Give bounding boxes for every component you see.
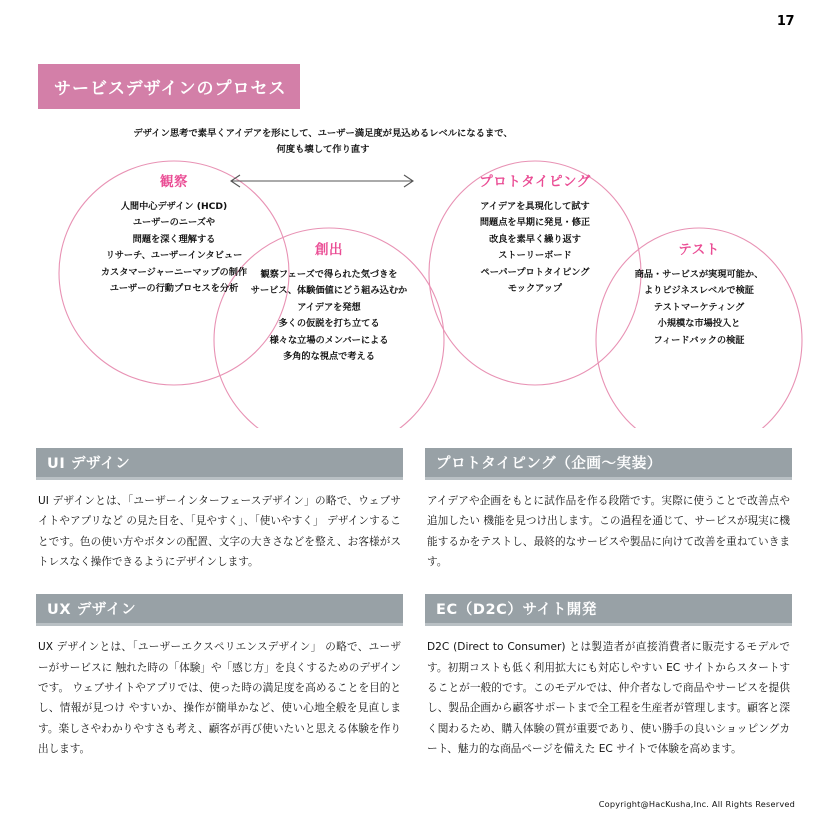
circle-line: 小規模な市場投入と [657,318,741,330]
panel-title-ux-design: UX デザイン [47,602,137,619]
panel-body-ui-design: UI デザインとは、「ユーザーインターフェースデザイン」の略で、ウェブサイトやアプリなど の見た目を、「見やすく」、「使いやすく」 デザインすることです。色の使い方やボタンの配置、文字の大きさなどを整え、お客様がストレスなく操作できるようにデザインします。 [38,495,401,568]
circle-line: サービス、体験価値にどう組み込むか [250,285,408,297]
diagram-caption-line-2: 何度も壊して作り直す [276,144,370,156]
circle-line: カスタマージャーニーマップの制作 [100,266,248,278]
panel-body-ux-design: UX デザインとは、「ユーザーエクスペリエンスデザイン」 の略で、ユーザーがサービスに 触れた時の「体験」や「感じ方」を良くするためのデザインです。 ウェブサイトやアプリでは、使った時の満足度を高めることを目的とし、情報が見つけ やすいか、操作が簡単かなど、使い心地全般を見直します。楽しさやわかりやすさも考え、顧客が再び使いたいと思える体験を作り出します。 [38,641,401,755]
panel-title-ui-design: UI デザイン [47,456,131,472]
panel-header-ux-design [36,594,403,626]
section-banner-label: サービスデザインのプロセス [54,79,287,99]
circle-line: テストマーケティング [653,301,745,313]
circle-title-create: 創出 [315,242,343,258]
copyright-footer: Copyright@HacKusha,Inc. All Rights Reserved [598,799,795,809]
section-banner [38,64,300,109]
circle-line: リサーチ、ユーザーインタビュー [105,250,243,262]
service-design-process-diagram [0,118,827,428]
panel-ui-design [36,448,403,572]
circle-line: 商品・サービスが実現可能か、 [634,269,764,280]
panel-header-ui-design [36,448,403,480]
circle-line: 問題点を早期に発見・修正 [479,217,591,229]
circle-title-prototype: プロトタイピング [479,174,591,190]
panel-body-ec-d2c: D2C (Direct to Consumer) とは製造者が直接消費者に販売するモデルです。初期コストも低く利用拡大にも対応しやすい EC サイトからスタートすることが一般的です。このモデルでは、仲介者なしで商品やサービスを提供し、製品企画から顧客サポートまで全工程を生産者が管理します。顧客と深く関わるため、購入体験の質が重要であり、使い勝手の良いショッピングカート、魅力的な商品ページを備えた EC サイトで体験を高めます。 [427,641,790,755]
circle-line: アイデアを発想 [297,301,361,313]
panel-title-prototyping: プロトタイピング（企画〜実装） [436,456,662,472]
circle-line: アイデアを具現化して試す [480,201,590,212]
circle-line: ユーザーのニーズや [132,217,216,229]
circle-line: 問題を深く理解する [132,233,216,245]
circle-line: 様々な立場のメンバーによる [269,334,389,346]
circle-line: ユーザーの行動プロセスを分析 [109,282,239,294]
circle-line: 多角的な視点で考える [283,350,375,362]
panel-title-ec-d2c: EC（D2C）サイト開発 [436,602,597,619]
circle-line: ペーパープロトタイピング [480,266,590,278]
circle-line: よりビジネスレベルで検証 [644,285,754,297]
circle-line: 観察フェーズで得られた気づきを [260,269,398,280]
circle-title-test: テスト [678,242,720,258]
diagram-circle-test [600,238,798,349]
circle-line: モックアップ [507,282,563,294]
page-number: 17 [776,14,794,29]
circle-lines-test [600,267,798,349]
content-panels [36,448,792,759]
circle-line: ストーリーボード [498,250,572,262]
diagram-circle-create [215,238,443,365]
panel-header-prototyping [425,448,792,480]
circle-lines-create [215,267,443,365]
circle-line: 多くの仮説を打ち立てる [278,318,380,330]
diagram-caption-line-1: デザイン思考で素早くアイデアを形にして、ユーザー満足度が見込めるレベルになるまで、 [133,128,513,139]
circle-line: 改良を素早く繰り返す [489,233,581,245]
panel-prototyping [425,448,792,572]
panel-body-prototyping: アイデアや企画をもとに試作品を作る段階です。実際に使うことで改善点や追加したい 機能を見つけ出します。この過程を通じて、サービスが現実に機能するかをテストし、最終的なサービスや製品に向けて改善を重ねていきます。 [427,495,790,568]
panel-header-ec-d2c [425,594,792,626]
circle-line: フィードバックの検証 [653,334,745,346]
panel-ec-d2c [425,594,792,759]
panel-ux-design [36,594,403,759]
circle-title-observe: 観察 [160,174,188,190]
circle-line: 人間中心デザイン (HCD) [120,201,228,212]
